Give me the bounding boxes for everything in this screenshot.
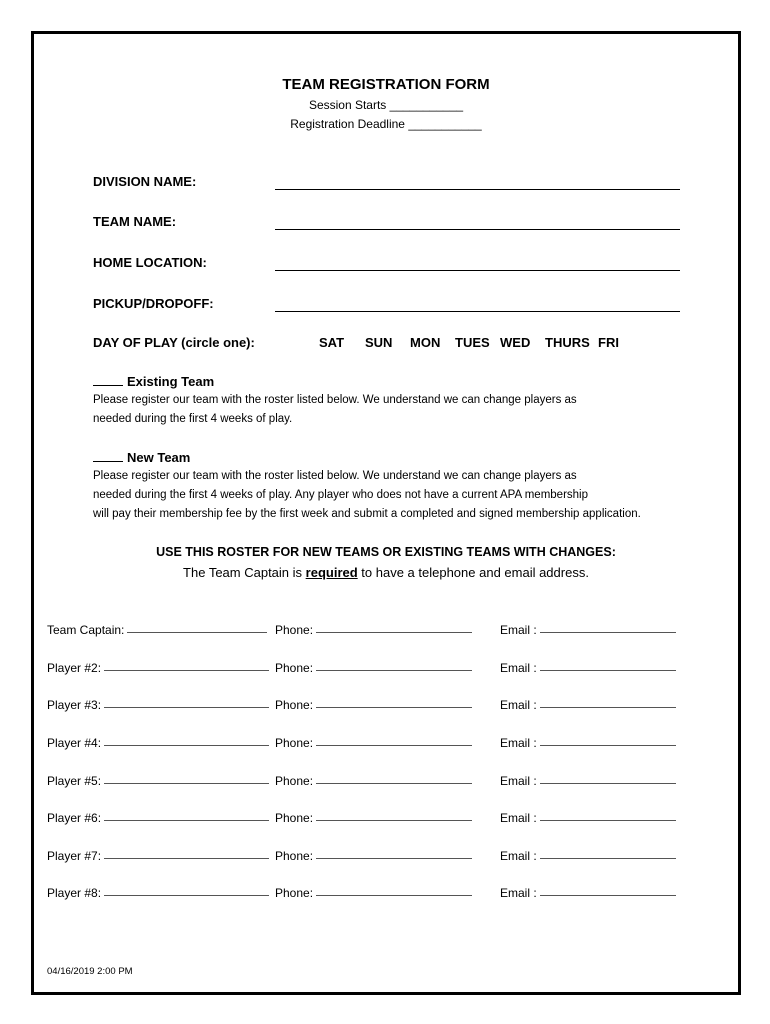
roster-name-field[interactable]	[47, 774, 269, 788]
roster-row	[34, 698, 738, 716]
roster-email-field[interactable]	[500, 774, 676, 788]
day-sun[interactable]: SUN	[365, 335, 393, 350]
new-team-text-3: will pay their membership fee by the first week and submit a completed and signed membership application.	[93, 508, 641, 520]
roster-email-field[interactable]	[500, 661, 676, 675]
roster-phone-field[interactable]	[275, 886, 472, 900]
day-fri[interactable]: FRI	[598, 335, 619, 350]
phone-label: Phone:	[275, 698, 314, 712]
existing-team-text-1: Please register our team with the roster listed below. We understand we can change players as	[93, 394, 577, 406]
roster-phone-field[interactable]	[275, 736, 472, 750]
form-title: TEAM REGISTRATION FORM	[282, 76, 490, 93]
email-label: Email :	[500, 698, 537, 712]
division-name-label: DIVISION NAME:	[93, 174, 197, 189]
email-label: Email :	[500, 774, 537, 788]
roster-row	[34, 623, 738, 641]
roster-label: Player #6:	[47, 811, 102, 825]
email-label: Email :	[500, 886, 537, 900]
email-blank[interactable]	[540, 783, 676, 784]
required-word: required	[305, 565, 358, 580]
roster-name-field[interactable]	[47, 736, 269, 750]
name-blank[interactable]	[104, 670, 269, 671]
roster-name-field[interactable]	[47, 886, 269, 900]
phone-blank[interactable]	[316, 632, 472, 633]
name-blank[interactable]	[104, 858, 269, 859]
name-blank[interactable]	[104, 895, 269, 896]
team-name-label: TEAM NAME:	[93, 214, 177, 229]
roster-notice-text	[34, 565, 738, 580]
email-blank[interactable]	[540, 858, 676, 859]
phone-blank[interactable]	[316, 783, 472, 784]
day-of-play-label: DAY OF PLAY (circle one):	[93, 335, 255, 350]
email-label: Email :	[500, 811, 537, 825]
name-blank[interactable]	[104, 745, 269, 746]
roster-row	[34, 811, 738, 829]
day-sat[interactable]: SAT	[319, 335, 345, 350]
roster-notice-heading: USE THIS ROSTER FOR NEW TEAMS OR EXISTING TEAMS WITH CHANGES:	[156, 545, 616, 559]
roster-email-field[interactable]	[500, 886, 676, 900]
roster-row	[34, 774, 738, 792]
roster-phone-field[interactable]	[275, 661, 472, 675]
session-starts: Session Starts ___________	[308, 98, 464, 112]
phone-label: Phone:	[275, 849, 314, 863]
roster-email-field[interactable]	[500, 811, 676, 825]
day-mon[interactable]: MON	[410, 335, 441, 350]
new-team-text-1: Please register our team with the roster listed below. We understand we can change players as	[93, 470, 577, 482]
roster-row	[34, 886, 738, 904]
phone-label: Phone:	[275, 811, 314, 825]
phone-blank[interactable]	[316, 820, 472, 821]
roster-label: Player #4:	[47, 736, 102, 750]
roster-row	[34, 849, 738, 867]
existing-team-option[interactable]	[93, 374, 214, 389]
roster-notice-after: to have a telephone and email address.	[357, 565, 589, 580]
division-name-field[interactable]	[275, 189, 680, 190]
roster-name-field[interactable]	[47, 623, 267, 637]
email-label: Email :	[500, 661, 537, 675]
roster-email-field[interactable]	[500, 736, 676, 750]
new-team-heading: New Team	[127, 450, 191, 465]
form-page	[31, 31, 741, 995]
new-team-option[interactable]	[93, 450, 190, 465]
phone-label: Phone:	[275, 774, 314, 788]
roster-label: Player #7:	[47, 849, 102, 863]
roster-label: Team Captain:	[47, 623, 125, 637]
roster-label: Player #5:	[47, 774, 102, 788]
name-blank[interactable]	[104, 820, 269, 821]
roster-phone-field[interactable]	[275, 849, 472, 863]
phone-label: Phone:	[275, 623, 314, 637]
roster-email-field[interactable]	[500, 849, 676, 863]
roster-email-field[interactable]	[500, 698, 676, 712]
email-blank[interactable]	[540, 895, 676, 896]
day-wed[interactable]: WED	[500, 335, 531, 350]
team-name-field[interactable]	[275, 229, 680, 230]
roster-row	[34, 661, 738, 679]
pickup-dropoff-label: PICKUP/DROPOFF:	[93, 296, 214, 311]
phone-blank[interactable]	[316, 707, 472, 708]
phone-blank[interactable]	[316, 858, 472, 859]
email-blank[interactable]	[540, 632, 676, 633]
registration-deadline: Registration Deadline ___________	[290, 117, 482, 131]
phone-blank[interactable]	[316, 745, 472, 746]
pickup-dropoff-field[interactable]	[275, 311, 680, 312]
existing-team-checkbox[interactable]	[93, 385, 123, 386]
day-thurs[interactable]: THURS	[545, 335, 590, 350]
home-location-field[interactable]	[275, 270, 680, 271]
roster-label: Player #8:	[47, 886, 102, 900]
roster-name-field[interactable]	[47, 811, 269, 825]
roster-name-field[interactable]	[47, 849, 269, 863]
roster-label: Player #3:	[47, 698, 102, 712]
roster-notice-before: The Team Captain is	[183, 565, 306, 580]
name-blank[interactable]	[104, 783, 269, 784]
email-label: Email :	[500, 623, 537, 637]
new-team-checkbox[interactable]	[93, 461, 123, 462]
name-blank[interactable]	[104, 707, 269, 708]
existing-team-text-2: needed during the first 4 weeks of play.	[93, 413, 293, 425]
new-team-text-2: needed during the first 4 weeks of play. Any player who does not have a current APA membership	[93, 489, 588, 501]
roster-phone-field[interactable]	[275, 623, 472, 637]
day-tues[interactable]: TUES	[455, 335, 490, 350]
phone-label: Phone:	[275, 661, 314, 675]
roster-name-field[interactable]	[47, 661, 269, 675]
email-blank[interactable]	[540, 707, 676, 708]
name-blank[interactable]	[127, 632, 267, 633]
phone-label: Phone:	[275, 736, 314, 750]
footer-timestamp: 04/16/2019 2:00 PM	[47, 966, 133, 977]
phone-blank[interactable]	[316, 670, 472, 671]
roster-phone-field[interactable]	[275, 698, 472, 712]
existing-team-heading: Existing Team	[127, 374, 215, 389]
phone-label: Phone:	[275, 886, 314, 900]
phone-blank[interactable]	[316, 895, 472, 896]
email-label: Email :	[500, 849, 537, 863]
email-blank[interactable]	[540, 820, 676, 821]
email-blank[interactable]	[540, 745, 676, 746]
email-blank[interactable]	[540, 670, 676, 671]
roster-email-field[interactable]	[500, 623, 676, 637]
roster-row	[34, 736, 738, 754]
roster-phone-field[interactable]	[275, 774, 472, 788]
email-label: Email :	[500, 736, 537, 750]
roster-phone-field[interactable]	[275, 811, 472, 825]
roster-label: Player #2:	[47, 661, 102, 675]
roster-name-field[interactable]	[47, 698, 269, 712]
home-location-label: HOME LOCATION:	[93, 255, 207, 270]
